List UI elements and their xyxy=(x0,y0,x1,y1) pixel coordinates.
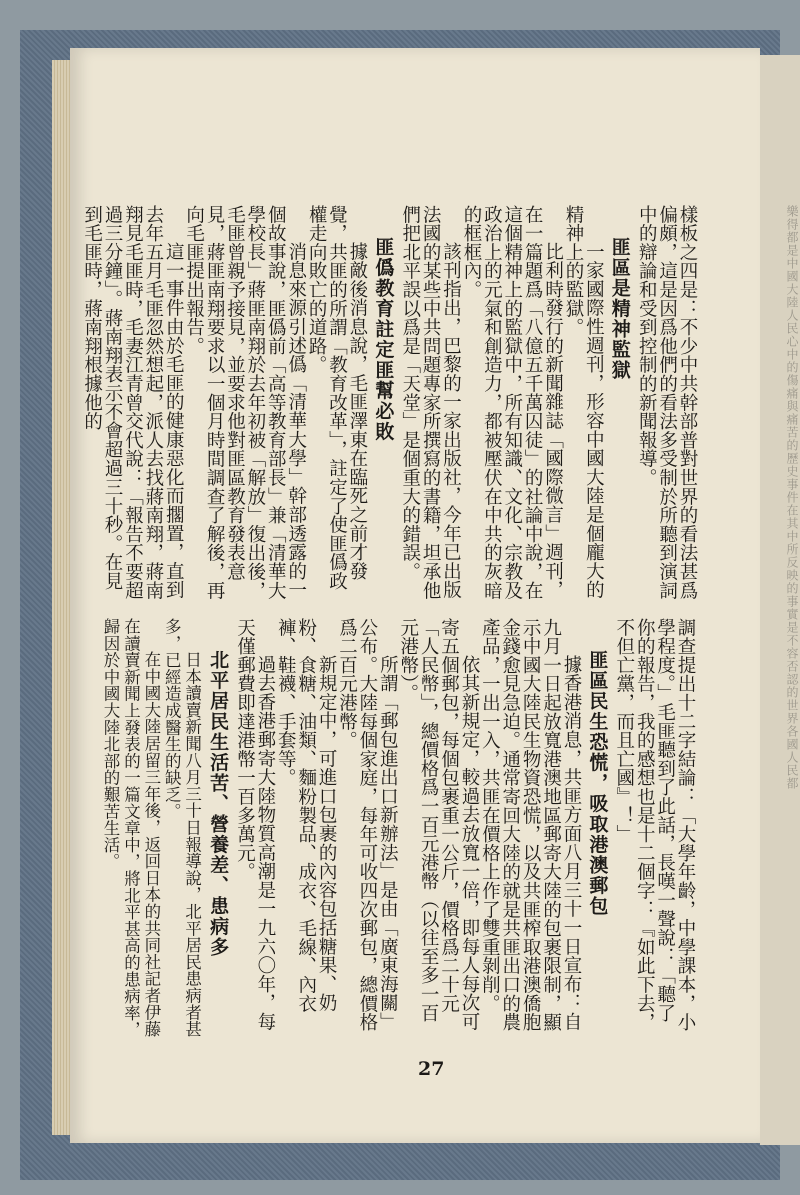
paragraph: 新規定中，可進口包裹的內容包括糖果、奶粉、食糖、油類、麵粉製品、成衣、毛線、內衣褲、鞋襪、手套等。 xyxy=(275,618,338,1013)
section-heading: 匪區是精神監獄 xyxy=(608,237,631,381)
section-heading: 匪僞教育註定匪幫必敗 xyxy=(372,237,395,443)
paragraph: 過去香港郵寄大陸物質高潮是一九六〇年，每天僅郵費即達港幣一百多萬元。 xyxy=(234,618,276,1031)
paragraph: 該刊指出，巴黎的一家出版社，今年已出版法國的某些中共問題專家所撰寫的書籍，坦承他們把北平誤以爲是「天堂」是個重大的錯誤。 xyxy=(399,205,462,600)
top-text-column xyxy=(81,205,698,603)
paragraph: 依其新規定，較過去放寬一倍，即每人每次可寄五個郵包，每個包裹重一公斤，價格爲二十元「人民幣」，總價格爲一百元港幣（以往至多一百元港幣）。 xyxy=(397,618,480,1031)
paragraph: 在中國大陸居留三年後，返回日本的共同社記者伊藤在讀賣新聞上發表的一篇文章中，將北平甚高的患病率，歸因於中國大陸北部的艱苦生活。 xyxy=(101,618,161,1038)
page-number: 27 xyxy=(418,1058,445,1080)
paragraph: 據敵後消息說，毛匪澤東在臨死之前才發覺，共匪的所謂「教育改革」，註定了使匪僞政權走向敗亡的道路。 xyxy=(306,205,368,591)
bottom-text-column xyxy=(101,618,696,1038)
paragraph: 這一事件由於毛匪的健康惡化而擱置，直到去年五月毛匪忽然想起，派人去找蔣南翔，蔣南翔見毛匪時，毛妻江青曾交代說：「報告不要超過三分鐘」。蔣南翔表示不會超過三十秒。在見到毛匪時，蔣南翔根據他的 xyxy=(81,205,185,600)
facing-page-ghost-text: 樂得都是中國大陸人民心中的傷痛與痛苦的歷史事件在其中所反映的事實是不容否認的世界各國人民都 xyxy=(785,205,799,790)
paragraph: 一家國際性週刊，形容中國大陸是個龐大的精神上的監獄。 xyxy=(562,205,605,600)
paragraph: 所謂「郵包進出口新辦法」是由「廣東海關」公布。大陸每個家庭，每年可收四次郵包，總價格爲二百元港幣。 xyxy=(336,618,399,1032)
section-heading: 匪區民生恐慌，吸取港澳郵包 xyxy=(586,650,609,917)
paragraph: 樣板之四是：不少中共幹部普對世界的看法甚爲偏頗，這是因爲他們的看法多受制於所聽到演詞中的辯論和受到控制的新聞報導。 xyxy=(636,205,698,600)
paragraph: 調查提出十二字結論：「大學年齡，中學課本，小學程度。」毛匪聽到了此話，長嘆一聲說：「聽了你的報告，我的感想也是十二個字：『如此下去，不但亡黨，而且亡國』！」 xyxy=(613,618,696,1032)
facing-page-edge xyxy=(760,55,800,1145)
paragraph: 比利時發行的新聞雜誌「國際微言」週刊，在一篇題爲「八億五千萬囚徒」的社論中說，在這個精神上的監獄中，所有知識、文化、宗教及政治上的元氣和創造力，都被壓伏在中共的灰暗的框框內。 xyxy=(460,205,564,600)
paragraph: 據香港消息，共匪方面八月三十一日宣布：自九月一日起放寬港澳地區郵寄大陸的包裹限制，顯示中國大陸民生物資恐慌，以及共匪榨取港澳僑胞金錢愈見急迫。通常寄回大陸的就是共匪出口的農產品，一出一入，共匪在價格上作了雙重剝削。 xyxy=(479,618,582,1032)
paragraph: 消息來源引述僞「清華大學」幹部透露的一個故事說，匪僞前「高等教育部長」兼「清華大學校長」蔣匪南翔於去年初被「解放」復出後，毛匪曾親予接見，並要求他對匪區教育發表意見，蔣匪南翔要求以一個月時間調查了解後，再向毛匪提出報告。 xyxy=(183,205,307,600)
section-heading: 北平居民生活苦、營養差、患病多 xyxy=(207,650,230,958)
paragraph: 日本讀賣新聞八月三十日報導說，北平居民患病者甚多，已經造成醫生的缺乏。 xyxy=(162,618,202,1038)
